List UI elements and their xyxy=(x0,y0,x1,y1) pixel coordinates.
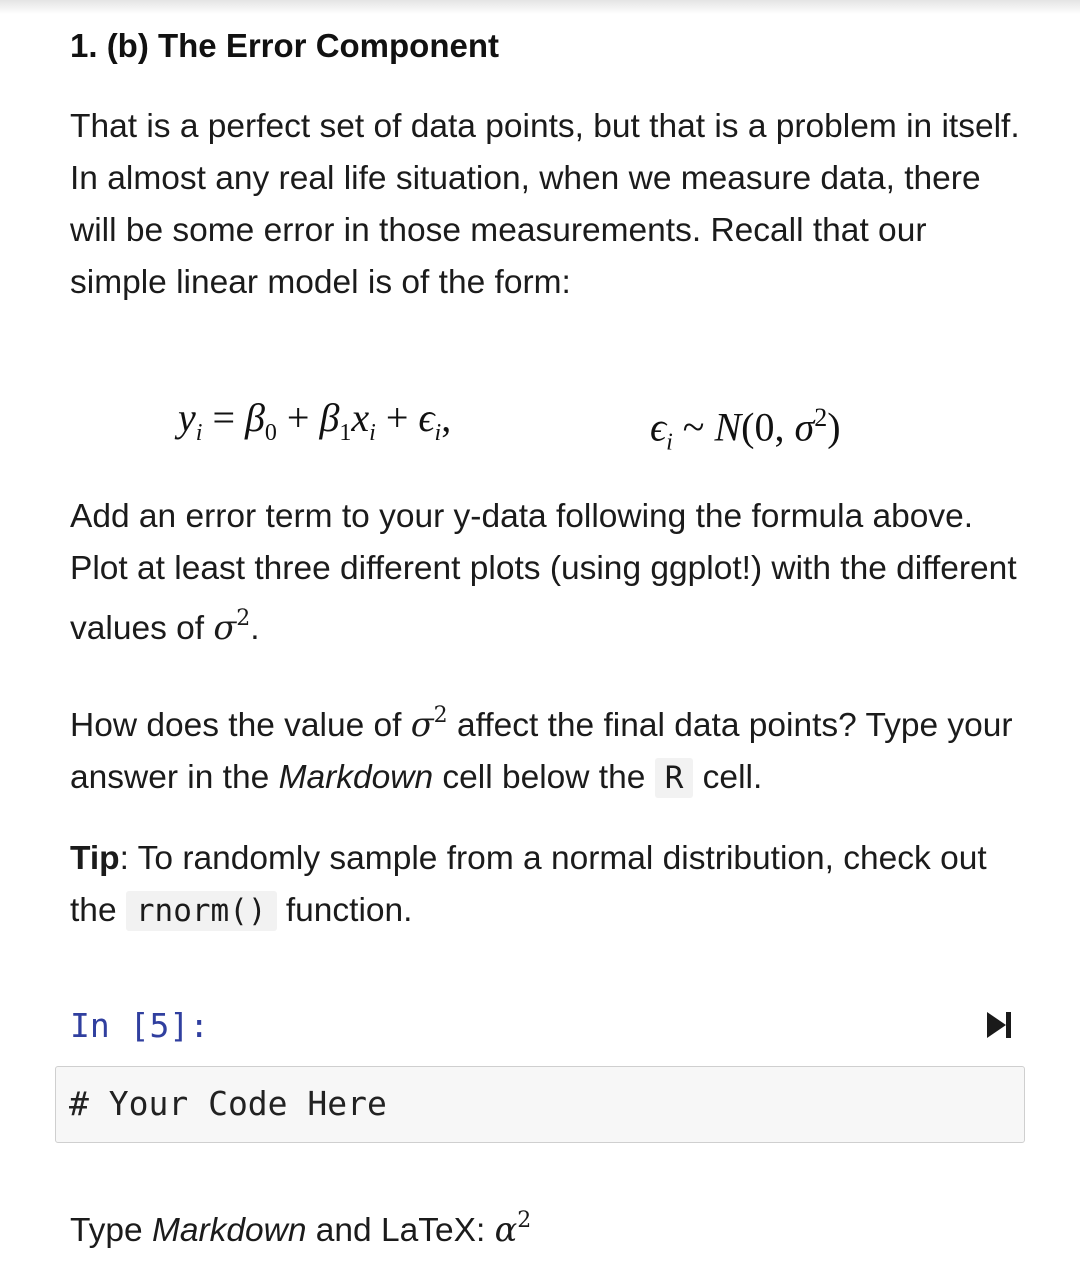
tip-paragraph: Tip: To randomly sample from a normal distribution, check out the rnorm() function. xyxy=(70,840,987,929)
error-distribution-equation: $\epsilon_i$ ~ N(0, $\sigma^2$) xyxy=(650,403,841,456)
inline-code-r: R xyxy=(655,758,694,798)
cell-prompt: In [5]: xyxy=(70,1006,210,1045)
run-to-end-icon[interactable] xyxy=(982,1008,1016,1042)
section-heading: 1. (b) The Error Component xyxy=(70,27,499,64)
linear-model-equation: $y_i = \beta_0 + \beta_1x_i + \epsilon_i$, xyxy=(178,395,452,446)
intro-paragraph: That is a perfect set of data points, but that is a problem in itself. In almost any real life situation, when we measure data, there will be some error in those measurements. Recall that our simple linear model is of the form: xyxy=(70,108,1020,301)
markdown-cell[interactable]: Type Markdown and LaTeX: $\alpha^2$ xyxy=(70,1208,532,1250)
code-cell-editor[interactable] xyxy=(55,1066,1025,1143)
inline-code-rnorm: rnorm() xyxy=(126,891,277,931)
question-paragraph: How does the value of $\sigma^2$ affect the final data points? Type your answer in the Markdown cell below the R cell. xyxy=(70,703,1013,797)
instruction-paragraph: Add an error term to your y-data following the formula above. Plot at least three different plots (using ggplot!) with the different values of $\sigma^2$. xyxy=(70,498,1017,648)
code-cell-source: # Your Code Here xyxy=(69,1084,387,1123)
top-shadow xyxy=(0,0,1080,14)
